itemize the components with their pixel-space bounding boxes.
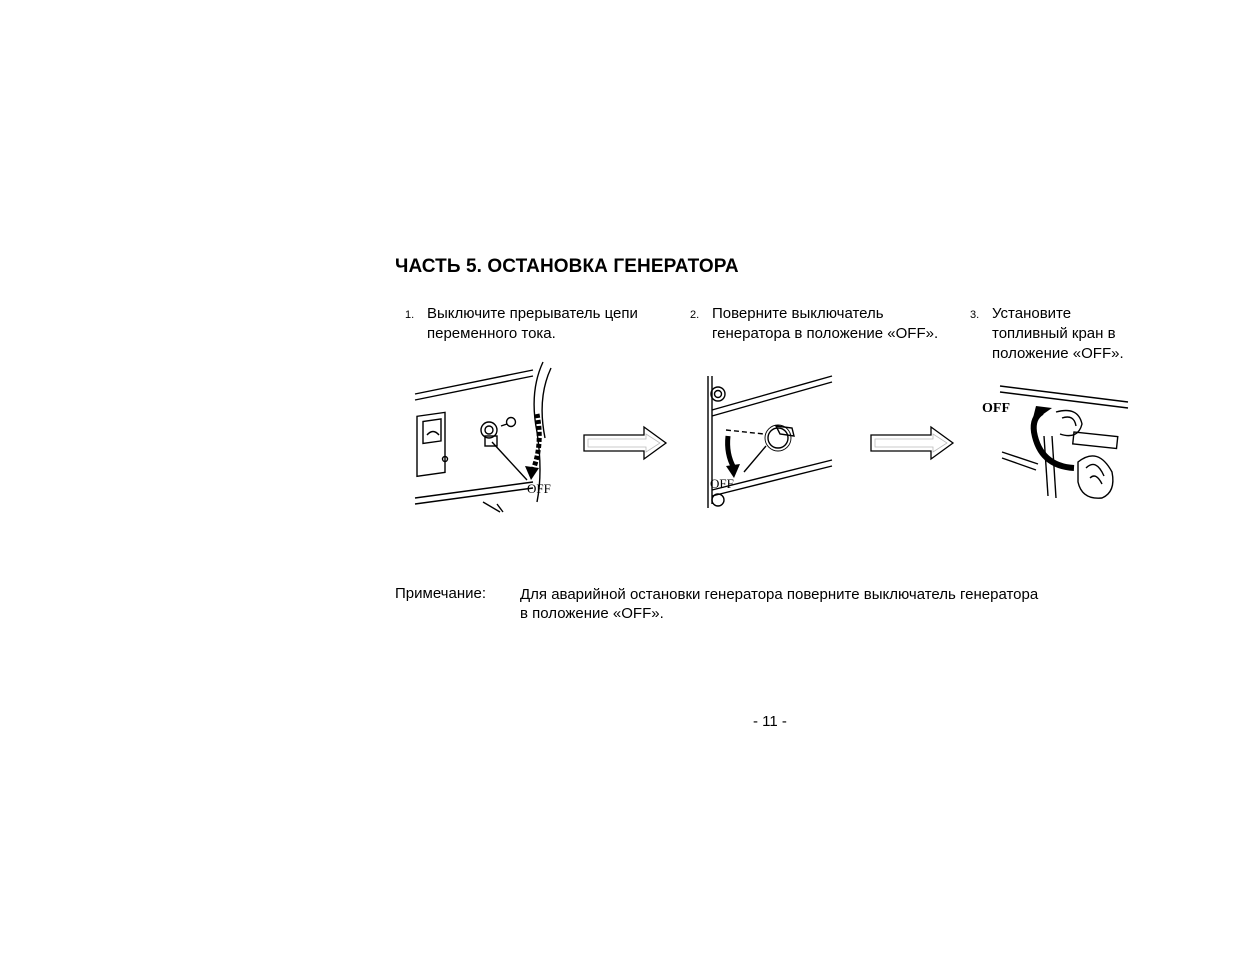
step-1-text (427, 304, 677, 344)
step-1-number: 1. (405, 309, 415, 321)
next-step-arrow-icon (582, 425, 668, 461)
note-line-2: в положение «OFF». (520, 605, 664, 622)
next-step-arrow-icon-2 (869, 425, 955, 461)
circuit-breaker-off-illustration (405, 362, 565, 517)
step-2-number: 2. (690, 309, 700, 321)
step-2-curved-arrow (726, 436, 740, 478)
note-line-1: Для аварийной остановки генератора поверните выключатель генератора (520, 586, 1039, 603)
step-3-line-3: положение «OFF». (992, 345, 1124, 362)
step-2-off-label: OFF (710, 476, 734, 491)
step-1-line-2: переменного тока. (427, 325, 556, 342)
fuel-valve-off-illustration (978, 382, 1133, 502)
step-3-text (992, 304, 1142, 364)
step-1-line-1: Выключите прерыватель цепи (427, 305, 638, 322)
note-text (520, 585, 1080, 623)
step-1-curved-arrow (525, 414, 539, 480)
step-3-line-1: Установите (992, 305, 1072, 322)
step-2-line-1: Поверните выключатель (712, 305, 884, 322)
step-1-off-label: OFF (527, 481, 551, 496)
step-3-line-2: топливный кран в (992, 325, 1116, 342)
step-3-number: 3. (970, 309, 980, 321)
step-2-text (712, 304, 962, 344)
step-3-off-label: OFF (982, 401, 1010, 416)
page-number: - 11 - (753, 713, 787, 730)
section-title: ЧАСТЬ 5. ОСТАНОВКА ГЕНЕРАТОРА (395, 256, 739, 277)
step-2-line-2: генератора в положение «OFF». (712, 325, 939, 342)
generator-switch-off-illustration (704, 372, 839, 512)
note-label: Примечание: (395, 585, 486, 602)
